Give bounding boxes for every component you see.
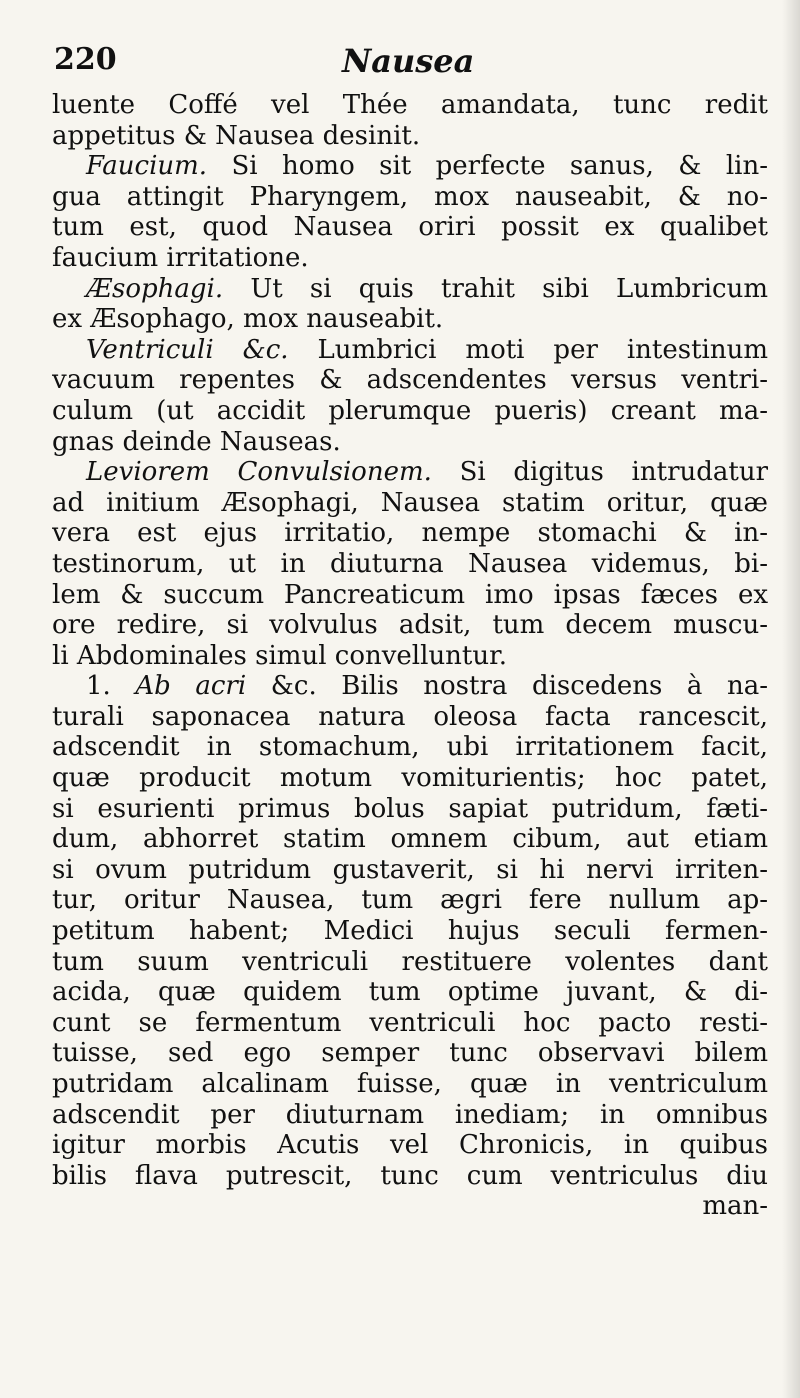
text-line: acida, quæ quidem tum optime juvant, & di- [52, 977, 768, 1008]
text-line: culum (ut accidit plerumque pueris) creant ma- [52, 395, 768, 426]
text-line: igitur morbis Acutis vel Chronicis, in quibus [52, 1130, 768, 1161]
item-number: 1. [86, 671, 111, 702]
text-line [52, 335, 768, 366]
line-text: Lumbrici moti per intestinum [288, 334, 768, 365]
line-text: Ut si quis trahit sibi Lumbricum [223, 273, 768, 304]
text-line: faucium irritatione. [52, 242, 309, 273]
section-lead: Ventriculi &c. [86, 334, 289, 365]
text-line: ex Æsophago, mox nauseabit. [52, 304, 444, 335]
text-line: turali saponacea natura oleosa facta rancescit, [52, 701, 768, 732]
text-line: cunt se fermentum ventriculi hoc pacto resti- [52, 1007, 768, 1038]
text-line: tum suum ventriculi restituere volentes dant [52, 946, 768, 977]
text-line: petitum habent; Medici hujus seculi fermen- [52, 916, 768, 947]
section-lead: Faucium. [86, 151, 208, 182]
section-lead: Æsophagi. [86, 273, 224, 304]
text-line: si esurienti primus bolus sapiat putridum, fæti- [52, 793, 768, 824]
text-line: li Abdominales simul convelluntur. [52, 640, 507, 671]
page-header [54, 42, 760, 92]
section-lead: Leviorem Convulsionem. [86, 457, 432, 488]
line-text: Si homo sit perfecte sanus, & lin- [207, 151, 768, 182]
text-line: putridam alcalinam fuisse, quæ in ventriculum [52, 1069, 768, 1099]
text-line: luente Coffé vel Thée amandata, tunc redit [52, 90, 768, 120]
text-line: ad initium Æsophagi, Nausea statim oritur, quæ [52, 487, 768, 518]
text-line: tur, oritur Nausea, tum ægri fere nullum ap- [52, 885, 768, 916]
running-head: Nausea [342, 42, 475, 80]
text-line: gnas deinde Nauseas. [52, 426, 341, 457]
text-line: si ovum putridum gustaverit, si hi nervi irriten- [52, 854, 768, 885]
catchword: man- [702, 1191, 768, 1222]
page-edge-shadow [782, 0, 800, 1398]
text-line: testinorum, ut in diuturna Nausea videmus, bi- [52, 548, 768, 579]
text-line: tuisse, sed ego semper tunc observavi bilem [52, 1038, 768, 1069]
text-line: dum, abhorret statim omnem cibum, aut etiam [52, 824, 768, 855]
text-line [52, 274, 768, 305]
text-line: vacuum repentes & adscendentes versus ventri- [52, 365, 768, 396]
text-line: gua attingit Pharyngem, mox nauseabit, & no- [52, 181, 768, 212]
text-line: vera est ejus irritatio, nempe stomachi & in- [52, 518, 768, 549]
page-body [52, 90, 768, 1222]
text-line [52, 457, 768, 488]
text-line: appetitus & Nausea desinit. [52, 120, 421, 151]
line-text: Si digitus intrudatur [431, 457, 768, 488]
text-line: quæ producit motum vomiturientis; hoc patet, [52, 763, 768, 794]
page-number: 220 [54, 42, 117, 77]
text-line: adscendit in stomachum, ubi irritationem facit, [52, 732, 768, 763]
text-line: adscendit per diuturnam inediam; in omnibus [52, 1099, 768, 1130]
text-line [52, 151, 768, 182]
line-text: &c. Bilis nostra discedens à na- [246, 671, 768, 702]
text-line: tum est, quod Nausea oriri possit ex qualibet [52, 212, 768, 243]
text-line: ore redire, si volvulus adsit, tum decem muscu- [52, 610, 768, 641]
section-lead: Ab acri [110, 671, 247, 702]
text-line [52, 671, 768, 702]
text-line: bilis flava putrescit, tunc cum ventriculus diu [52, 1160, 768, 1191]
text-line: lem & succum Pancreaticum imo ipsas fæces ex [52, 579, 768, 610]
